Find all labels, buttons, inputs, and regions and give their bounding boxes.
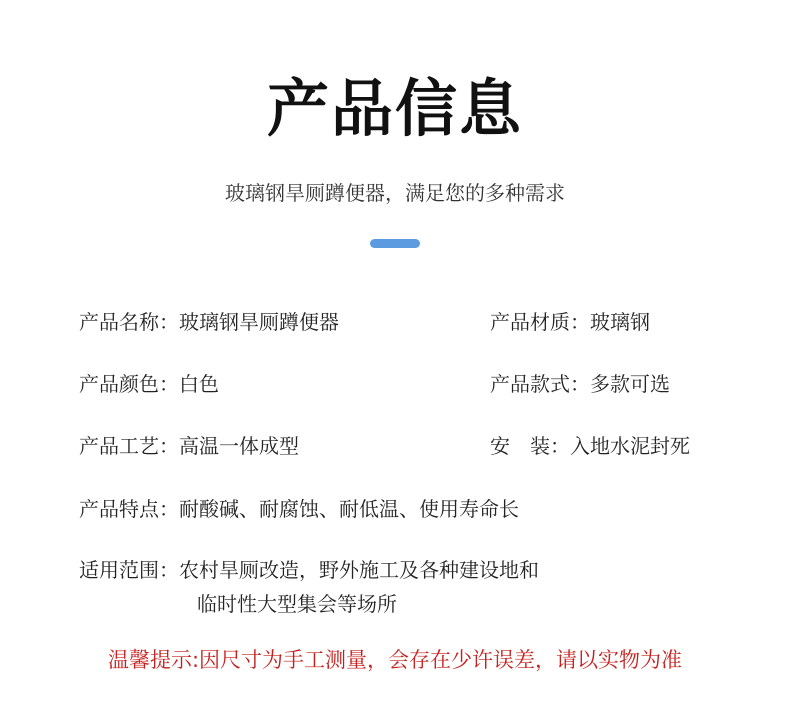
spec-label-name: 产品名称： (79, 310, 179, 334)
spec-row-color (79, 374, 219, 394)
spec-row-process (79, 436, 299, 456)
spec-value-material: 玻璃钢 (590, 310, 650, 334)
spec-value-install: 入地水泥封死 (570, 434, 690, 458)
spec-row-material (490, 312, 650, 332)
spec-label-process: 产品工艺： (79, 434, 179, 458)
spec-row-features (79, 499, 519, 519)
notice-text: 温馨提示:因尺寸为手工测量，会存在少许误差，请以实物为准 (107, 648, 683, 672)
spec-label-material: 产品材质： (490, 310, 590, 334)
page-subtitle: 玻璃钢旱厕蹲便器，满足您的多种需求 (225, 181, 565, 205)
spec-value-name: 玻璃钢旱厕蹲便器 (179, 310, 339, 334)
spec-row-name (79, 312, 339, 332)
spec-row-install (490, 436, 690, 456)
spec-label-features: 产品特点： (79, 497, 179, 521)
spec-label-color: 产品颜色： (79, 372, 179, 396)
page-title: 产品信息 (266, 72, 523, 145)
spec-value-style: 多款可选 (590, 372, 670, 396)
spec-value-scope-line2: 临时性大型集会等场所 (197, 592, 397, 616)
spec-label-scope: 适用范围： (79, 558, 179, 582)
spec-row-style (490, 374, 670, 394)
spec-value-features: 耐酸碱、耐腐蚀、耐低温、使用寿命长 (179, 497, 519, 521)
spec-row-scope (79, 560, 539, 580)
spec-label-style: 产品款式： (490, 372, 590, 396)
spec-label-install: 安 装： (490, 434, 570, 458)
spec-value-process: 高温一体成型 (179, 434, 299, 458)
accent-divider (370, 239, 420, 248)
spec-value-color: 白色 (179, 372, 219, 396)
spec-value-scope-line1: 农村旱厕改造，野外施工及各种建设地和 (179, 558, 539, 582)
